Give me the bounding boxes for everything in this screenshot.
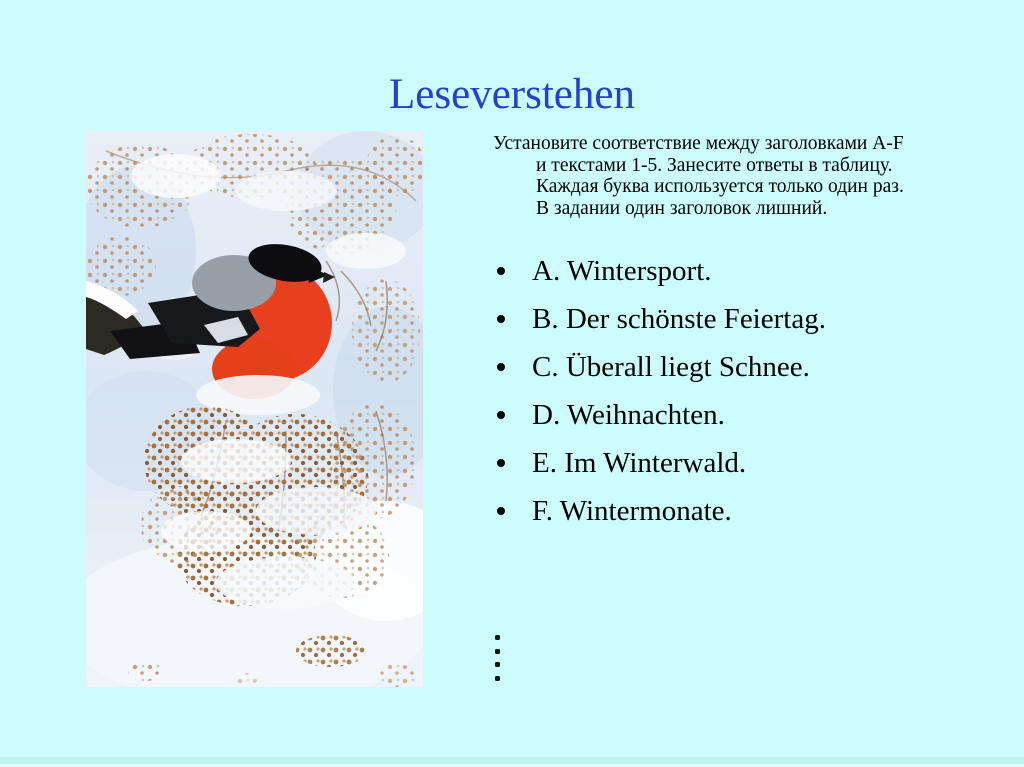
empty-bullet-list <box>495 635 500 690</box>
list-item-label: B. Der schönste Feiertag. <box>532 302 826 335</box>
list-item <box>497 343 826 391</box>
slide-title: Leseverstehen <box>389 71 635 118</box>
bullet-icon <box>497 507 505 515</box>
list-item <box>497 295 826 343</box>
instruction-line: В задании один заголовок лишний. <box>536 197 828 219</box>
bullet-icon <box>497 363 505 371</box>
headings-list <box>497 247 826 535</box>
list-item-label: A. Wintersport. <box>532 254 712 287</box>
list-item <box>497 391 826 439</box>
list-item-label: F. Wintermonate. <box>532 494 732 527</box>
bullet-icon <box>495 649 500 654</box>
instruction-line: и текстами 1-5. Занесите ответы в таблицу. <box>536 154 893 176</box>
bullet-icon <box>497 267 505 275</box>
list-item <box>497 439 826 487</box>
bullet-icon <box>495 676 500 681</box>
instruction-line: Каждая буква используется только один раз. <box>536 176 904 198</box>
bullet-icon <box>495 635 500 640</box>
bullet-icon <box>497 411 505 419</box>
bullfinch-illustration <box>86 131 423 687</box>
slide-bottom-band <box>0 757 1024 764</box>
bullet-icon <box>497 315 505 323</box>
list-item <box>497 487 826 535</box>
list-item-label: C. Überall liegt Schnee. <box>532 350 810 383</box>
list-item-label: D. Weihnachten. <box>532 398 725 431</box>
list-item <box>497 247 826 295</box>
list-item-label: E. Im Winterwald. <box>532 446 747 479</box>
winter-bullfinch-photo <box>86 131 423 687</box>
instruction-line: Установите соответствие между заголовками A-F <box>493 133 904 154</box>
instruction-text <box>493 133 993 219</box>
bullet-icon <box>497 459 505 467</box>
bullet-icon <box>495 662 500 667</box>
